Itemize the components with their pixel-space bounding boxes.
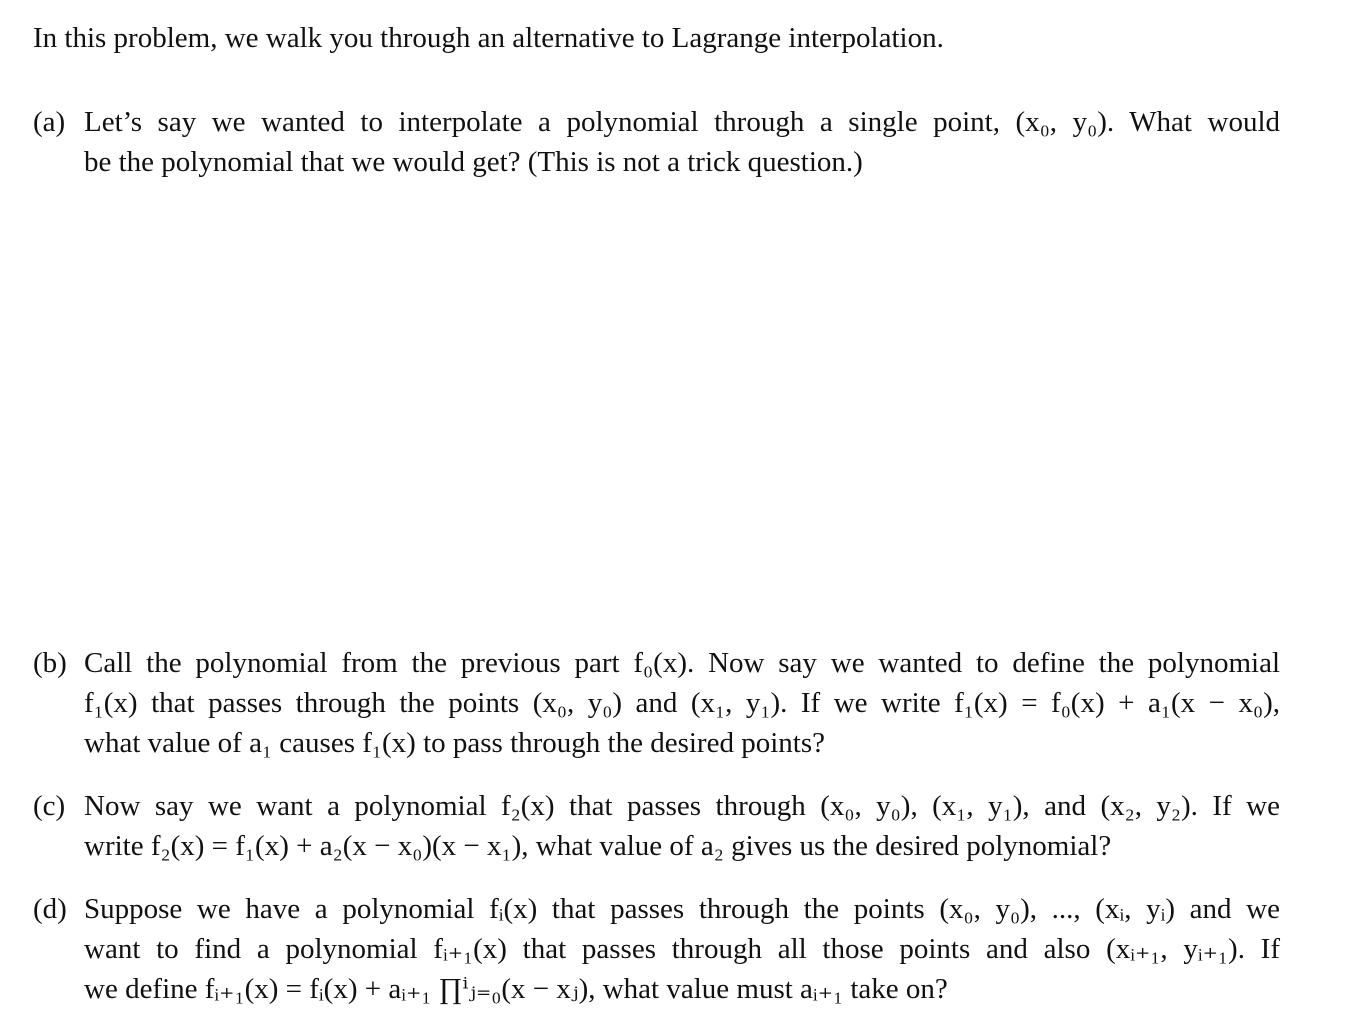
part-b-label: (b) [33, 647, 67, 679]
intro-text: In this problem, we walk you through an alternative to Lagrange interpolation. [33, 22, 944, 54]
part-a-label: (a) [33, 106, 66, 138]
part-c-line-2: write f₂(x) = f₁(x) + a₂(x − x₀)(x − x₁), what value of a₂ gives us the desired polynomial? [84, 830, 1112, 862]
part-c [33, 786, 1280, 866]
part-b-line-3: what value of a₁ causes f₁(x) to pass through the desired points? [84, 727, 825, 759]
part-a-line-1: Let’s say we wanted to interpolate a polynomial through a single point, (x₀, y₀). What would [84, 106, 1280, 138]
part-a-body [84, 102, 1280, 182]
part-c-line-1: Now say we want a polynomial f₂(x) that passes through (x₀, y₀), (x₁, y₁), and (x₂, y₂). If we [84, 790, 1280, 822]
part-d-body [84, 889, 1280, 1009]
part-a [33, 102, 1280, 182]
part-a-line-2: be the polynomial that we would get? (This is not a trick question.) [84, 146, 863, 178]
part-c-body [84, 786, 1280, 866]
part-b-line-1: Call the polynomial from the previous part f₀(x). Now say we wanted to define the polynomial [84, 647, 1280, 679]
part-b-line-2: f₁(x) that passes through the points (x₀, y₀) and (x₁, y₁). If we write f₁(x) = f₀(x) + a₁(x − x₀), [84, 687, 1280, 719]
part-d-line-1: Suppose we have a polynomial fᵢ(x) that passes through the points (x₀, y₀), ..., (xᵢ, yᵢ) and we [84, 893, 1280, 925]
part-d [33, 889, 1280, 1009]
part-d-line-3: we define fᵢ₊₁(x) = fᵢ(x) + aᵢ₊₁ ∏ⁱⱼ₌₀(x − xⱼ), what value must aᵢ₊₁ take on? [84, 973, 948, 1005]
part-b-body [84, 643, 1280, 763]
part-d-line-2: want to find a polynomial fᵢ₊₁(x) that passes through all those points and also (xᵢ₊₁, yᵢ₊₁). If [84, 933, 1280, 965]
part-d-label: (d) [33, 893, 67, 925]
part-b [33, 643, 1280, 763]
part-c-label: (c) [33, 790, 66, 822]
